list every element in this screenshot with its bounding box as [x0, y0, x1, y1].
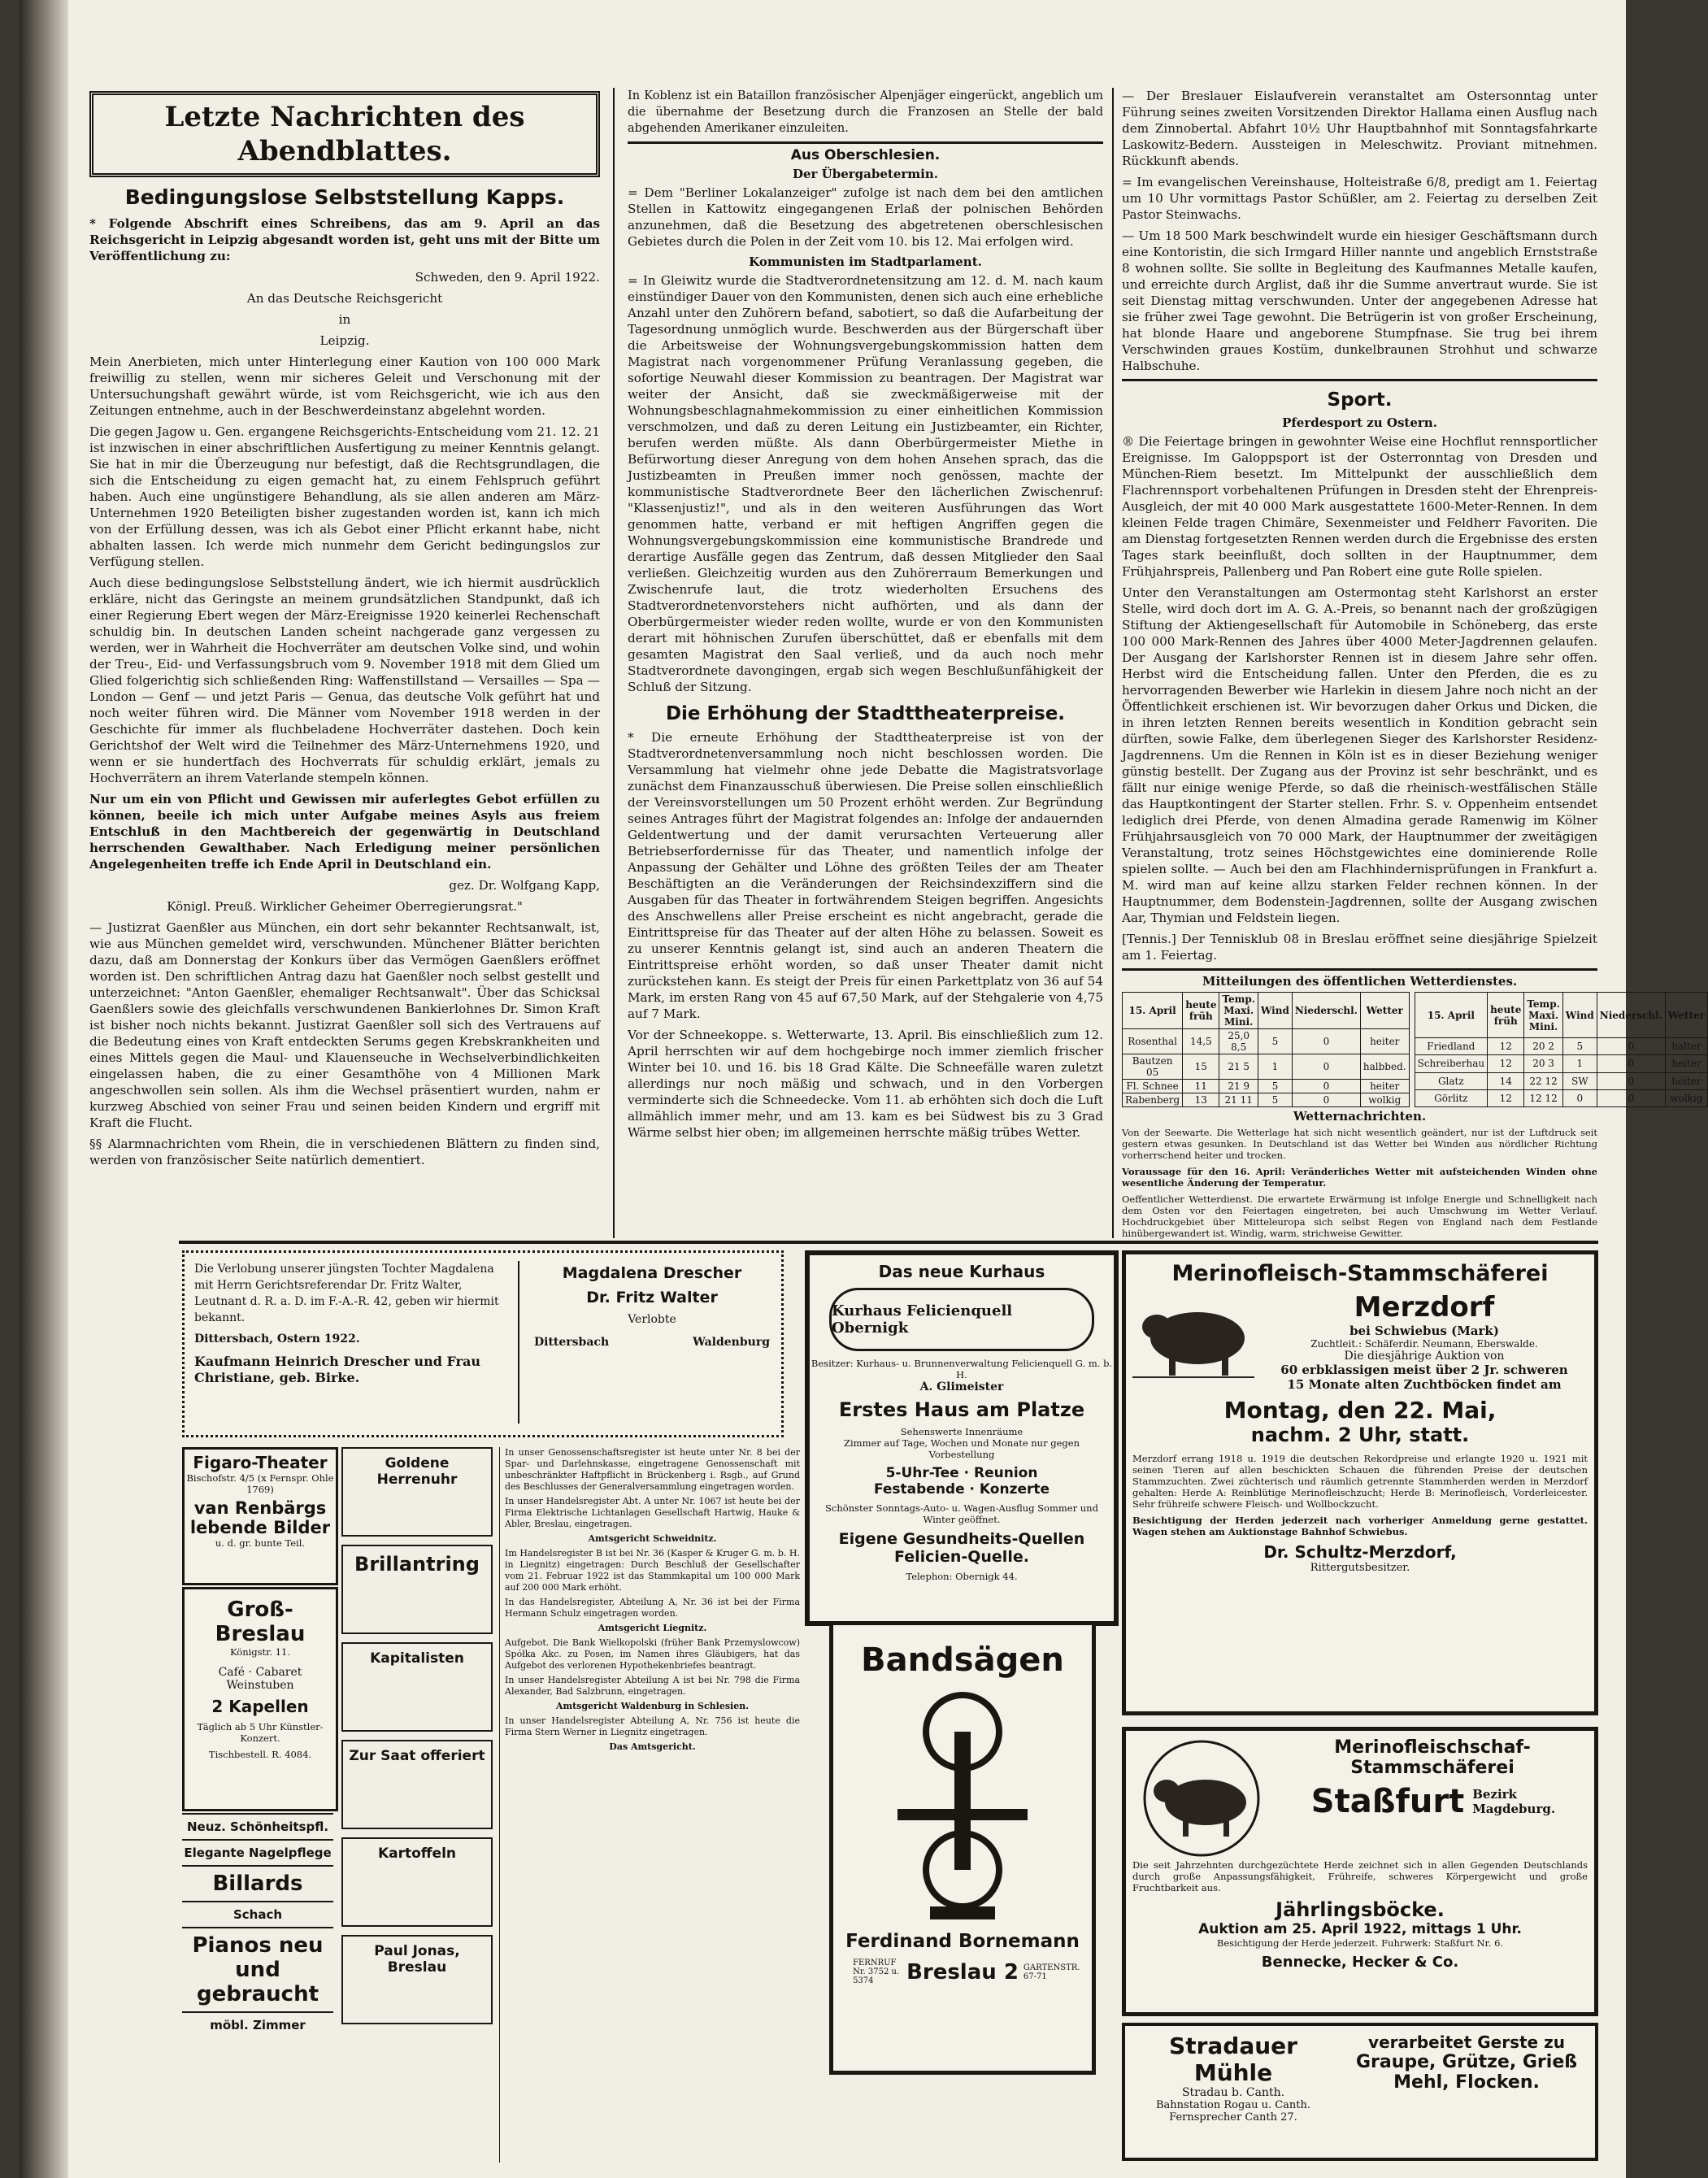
stassfurt-ad [1122, 1727, 1598, 2016]
small-ad: Schach [182, 1901, 333, 1927]
paragraph: = Im evangelischen Vereinshause, Holteistraße 6/8, predigt am 1. Feiertag um 10 Uhr vormittags Pastor Schüßler, am 2. Feiertag zu derselben Zeit Pastor Steinwachs. [1122, 175, 1597, 222]
engagement-ad [182, 1250, 784, 1437]
legal-notice: Im Handelsregister B ist bei Nr. 36 (Kasper & Kruger G. m. b. H. in Liegnitz) eingetragen: Durch Beschluß der Gesellschafter vom 21. Februar 1922 ist das Stammkapital um 100 000 Mark auf 200 000 Mark erhöht. [505, 1548, 800, 1593]
weather-row [1415, 1089, 1707, 1106]
weather-cell: 0 [1597, 1055, 1665, 1072]
paragraph: Die gegen Jagow u. Gen. ergangene Reichsgerichts-Entscheidung vom 21. 12. 21 ist inzwischen in einer abschriftlichen Ausfertigung zu meiner Kenntnis gelangt. Sie hat in mir die Überzeugung nur befestigt, daß die Rechtsgrundlagen, die sich die Entscheidung zu eigen gemacht hat, zu einem Fehlspruch geführt haben. Auch eine ungünstigere Behandlung, als sie allen anderen am März-Unternehmen 1920 Beteiligten bisher zugestanden worden ist, kann ich mich von der Erfüllung dessen, was ich als Gebot einer Pflicht erkannt habe, nicht abhalten lassen. Ich werde mich nunmehr dem Gericht bedingungslos zur Verfügung stellen. [89, 424, 600, 569]
weather-cell: wolkig [1360, 1093, 1409, 1107]
column-rule [1112, 88, 1114, 1238]
weather-table [1415, 992, 1708, 1107]
weather-cell: Fl. Schnee [1123, 1080, 1183, 1093]
weather-cell: 5 [1562, 1038, 1597, 1055]
section-rule [1122, 379, 1597, 381]
small-ad-title: Zur Saat offeriert [349, 1748, 485, 1764]
paragraph: Von der Seewarte. Die Wetterlage hat sich nicht wesentlich geändert, nur ist der Luftdruck seit gestern etwas gesunken. In Deutschland ist das Wetter bei Winden aus nördlicher Richtung vorherrschend heiter und trocken. [1122, 1127, 1597, 1161]
address-line: in [338, 312, 351, 327]
legal-notice: In das Handelsregister, Abteilung A, Nr. 36 ist bei der Firma Hermann Schulz eingetragen worden. [505, 1597, 800, 1619]
weather-header-cell: Niederschl. [1292, 993, 1360, 1029]
figaro-ad [182, 1447, 338, 1585]
merzdorf-line: Die diesjährige Auktion von [1344, 1350, 1505, 1363]
weather-cell: 21 5 [1219, 1054, 1258, 1080]
engagement-parents: Kaufmann Heinrich Drescher und Frau Christiane, geb. Birke. [194, 1354, 480, 1385]
weather-row [1415, 1072, 1707, 1089]
kurhaus-logo: Kurhaus Felicienquell Obernigk [829, 1288, 1094, 1351]
figaro-sub: u. d. gr. bunte Teil. [215, 1537, 306, 1549]
small-ads-left [182, 1813, 333, 2163]
weather-cell: heiter [1665, 1055, 1707, 1072]
small-ad [341, 1837, 493, 1927]
muehle-ad [1122, 2023, 1598, 2161]
kurhaus-line: 5-Uhr-Tee · Reunion [885, 1465, 1038, 1481]
weather-header-cell: 15. April [1415, 993, 1487, 1038]
column-rule [613, 88, 615, 1238]
stassfurt-firm: Bennecke, Hecker & Co. [1261, 1954, 1459, 1971]
merzdorf-location: bei Schwiebus (Mark) [1349, 1324, 1499, 1338]
paragraph: ® Die Feiertage bringen in gewohnter Weise eine Hochflut rennsportlicher Ereignisse. Im Galoppsport ist der Osterronntag von Dresden und München-Riem besetzt. Im Mittelpunkt der ausschließlich dem Flachrennsport vorbehaltenen Prüfungen in Dresden steht der Ehrenpreis-Ausgleich, der mit 40 000 Mark ausgestattete 1600-Meter-Rennen. In dem kleinen Felde tragen Chimäre, Sexenmeister und Feldherr Favoriten. Die am Dienstag fortgesetzten Rennen werden durch die Ergebnisse des ersten Tages stark beeinflußt, doch sollten in der Hauptnummer, dem Frühjahrspreis, Pallenberg und Pan Robert eine gute Rolle spielen. [1122, 434, 1597, 579]
grossbreslau-address: Königstr. 11. [229, 1646, 290, 1658]
legal-signature: Amtsgericht Schweidnitz. [588, 1533, 717, 1544]
subheading: Wetternachrichten. [1293, 1109, 1427, 1124]
status-label: Verlobte [628, 1313, 676, 1326]
section-title: Sport. [1327, 389, 1393, 411]
paragraph: Oeffentlicher Wetterdienst. Die erwartete Erwärmung ist infolge Energie und Schnelligkeit nach dem Osten vor den Feiertagen eingetreten, bei auch Umschwung im Wetter Verlauf. Hochdruckgebiet über Mitteleuropa sich selbst Regen von England nach dem Festlande hinübergewandert ist. Windig, warm, strichweise Gewitter. [1122, 1193, 1597, 1239]
paragraph: = In Gleiwitz wurde die Stadtverordnetensitzung am 12. d. M. nach kaum einstündiger Dauer von den Kommunisten, denen sich auch eine erhebliche Anzahl unter den Zuhörern befand, sabotiert, so daß die Aufarbeitung der Tagesordnung unmöglich wurde. Beschwerden aus der Bürgerschaft über die Arbeitsweise der Wohnungsvergebungskommission hatten dem Magistrat nach vorgenommener Prüfung Veranlassung gegeben, die sofortige Neuwahl dieser Kommission zu beantragen. Der Magistrat war weiter der Ansicht, daß sie zweckmäßigerweise mit der Wohnungsbeschlagnahmekommission zu einer einheitlichen Kommission verschmolzen, und daß zu deren Leitung ein Justizbeamter, ein Richter, berufen werden müßte. Als dann Oberbürgermeister Miethe in Befürwortung dieser Anregung von dem hohen Ansehen sprach, das die Justizbeamten in Preußen immer noch genössen, machte der kommunistische Stadtverordnete Beer den lächerlichen Zwischenruf: "Klassenjustiz!", und als in den weiteren Ausführungen das Wort genommen hatte, verband er mit heftigen Angriffen gegen die Wohnungsvergebungskommission eine kommunistische Brandrede und derartige Ausfälle gegen das Zentrum, daß dessen Mitglieder den Saal verließen. Gleichzeitig wurden aus den Zuhörerraum Bemerkungen und Zwischenrufe laut, die trotz wiederholten Ersuchens des Stadtverordnetenvorstehers nicht aufhörten, und als dann der Oberbürgermeister wieder reden wollte, wurde er von den Kommunisten derart mit höhnischen Zurufen überschüttet, daß er ebenfalls mit dem gesamten Magistrat den Saal verließ, und da auch noch mehr Stadtverordnete davongingen, ergab sich wegen Beschlußunfähigkeit der Schluß der Sitzung. [628, 273, 1103, 694]
weather-cell: heiter [1360, 1080, 1409, 1093]
stassfurt-auction: Jährlingsböcke. [1276, 1898, 1445, 1921]
paragraph: Voraussage für den 16. April: Veränderliches Wetter mit aufsteichenden Winden ohne wesentliche Änderung der Temperatur. [1122, 1166, 1597, 1189]
signature-title: Königl. Preuß. Wirklicher Geheimer Oberregierungsrat." [167, 899, 523, 914]
bandsaegen-ad [829, 1621, 1096, 2075]
kurhaus-line: Sehenswerte Innenräume [900, 1426, 1023, 1437]
paragraph: Mein Anerbieten, mich unter Hinterlegung einer Kaution von 100 000 Mark freiwillig zu stellen, wenn mir sicheres Geleit und Verschonung mit der Untersuchungshaft gewährt würde, ist vom Reichsgericht, wie ich aus den Zeitungen entnehme, auch in der Beschwerdeinstanz abgelehnt worden. [89, 354, 600, 418]
kurhaus-ad [805, 1250, 1119, 1626]
figaro-address: Bischofstr. 4/5 (x Fernspr. Ohle 1769) [186, 1472, 334, 1495]
stassfurt-name: Staßfurt [1310, 1783, 1465, 1820]
small-ad [341, 1642, 493, 1732]
legal-signature: Amtsgericht Liegnitz. [598, 1623, 707, 1633]
weather-cell: Rabenberg [1123, 1093, 1183, 1107]
weather-cell: Glatz [1415, 1072, 1487, 1089]
weather-cell: 0 [1292, 1054, 1360, 1080]
merzdorf-foot: Besichtigung der Herden jederzeit nach vorheriger Anmeldung gerne gestattet. Wagen stehen am Auktionstage Bahnhof Schwiebus. [1132, 1515, 1588, 1537]
figaro-show: van Renbärgs lebende Bilder [189, 1498, 331, 1537]
stassfurt-foot: Besichtigung der Herde jederzeit. Fuhrwerk: Staßfurt Nr. 6. [1216, 1937, 1504, 1949]
paragraph: Auch diese bedingungslose Selbststellung ändert, wie ich hiermit ausdrücklich erkläre, nicht das Geringste an meinem grundsätzlichen Standpunkt, daß ich einer Regierung Ebert wegen der März-Ereignisse 1920 keinerlei Rechenschaft schuldig bin. In deutschen Landen scheint nachgerade ganz vergessen zu werden, wer in Wahrheit die Hochverräter am deutschen Volke sind, und wohin der Treu-, Eid- und Verfassungsbruch vom 9. November 1918 mit dem Glied um Glied folgerichtig sich schließenden Ring: Waffenstillstand — Versailles — Spa — London — Genf — und jetzt Paris — Genua, das deutsche Volk geführt hat und noch weiter führen wird. Die Männer vom November 1918 werden in der Geschichte für immer als fluchbeladene Hochverräter dastehen. Doch kein Gerichtshof der Welt wird die Teilnehmer des März-Unternehmens 1920, und wenn er sie hundertfach des Hochverrats für schuldig erklärt, jemals zu Hochverrätern an ihrem Vaterlande stempeln können. [89, 576, 600, 785]
merzdorf-signature: Dr. Schultz-Merzdorf, [1263, 1542, 1457, 1562]
muehle-phone: Fernsprecher Canth 27. [1169, 2111, 1297, 2124]
groom-name: Dr. Fritz Walter [586, 1289, 718, 1306]
grossbreslau-line: Weinstuben [226, 1679, 294, 1692]
weather-header-cell: Wetter [1360, 993, 1409, 1029]
bandsaegen-firm: Ferdinand Bornemann [845, 1931, 1080, 1952]
paragraph: * Die erneute Erhöhung der Stadttheaterpreise ist von der Stadtverordnetenversammlung noch nicht beschlossen worden. Die Versammlung hat vielmehr ohne jede Debatte die Magistratsvorlage zunächst dem Finanzausschuß überwiesen. Die Preise sollen einschließlich der Vereinsvorstellungen um 50 Prozent erhöht werden. Zur Begründung seines Antrages führt der Magistrat folgendes an: Infolge der andauernden Geldentwertung und der damit verursachten Verteuerung aller Betriebserfordernisse für das Theater, und namentlich infolge der Anpassung der Gehälter und Löhne des größten Teiles der am Theater Beschäftigten an die Veränderungen der Reichsindexziffern sind die Ausgaben für das Theater in fortwährendem Steigen begriffen. Angesichts des Anschwellens aller Preise erscheint es nicht angebracht, gerade die Eintrittspreise für das Theater auf der alten Höhe zu belassen. Soweit es zu unserer Kenntnis gelangt ist, sind auch an anderen Theatern die Eintrittspreise erhöht worden, so daß unser Theater damit nicht zurückstehen kann. Es steigt der Preis für einen Parkettplatz von 36 auf 54 Mark, im ersten Rang von 45 auf 67,50 Mark, auf der Stehgalerie von 4,75 auf 7 Mark. [628, 730, 1103, 1021]
weather-cell: 0 [1597, 1038, 1665, 1055]
legal-notice: In unser Genossenschaftsregister ist heute unter Nr. 8 bei der Spar- und Darlehnskasse, eingetragene Genossenschaft mit unbeschränkter Haftpflicht in Brückenberg i. Rsgb., auf Grund des Beschlusses der Generalversammlung eingetragen worden. [505, 1447, 800, 1492]
merzdorf-ad [1122, 1250, 1598, 1715]
banner-title: Letzte Nachrichten des Abendblattes. [164, 101, 525, 167]
stassfurt-region: Bezirk Magdeburg. [1472, 1787, 1556, 1816]
ads-divider [179, 1241, 1598, 1244]
small-ads-middle [341, 1447, 493, 2163]
kurhaus-line: Festabende · Konzerte [873, 1481, 1050, 1498]
column-right [1122, 88, 1705, 1239]
legal-signature: Das Amtsgericht. [609, 1741, 696, 1752]
muehle-line: Mehl, Flocken. [1393, 2072, 1540, 2093]
legal-signature: Amtsgericht Waldenburg in Schlesien. [555, 1701, 750, 1711]
kurhaus-line: Schönster Sonntags-Auto- u. Wagen-Ausflug Sommer und Winter geöffnet. [825, 1502, 1098, 1525]
bride-name: Magdalena Drescher [562, 1264, 742, 1282]
figaro-title: Figaro-Theater [193, 1453, 328, 1472]
weather-cell: 21 11 [1219, 1093, 1258, 1107]
weather-cell: 0 [1292, 1093, 1360, 1107]
kurhaus-top: Das neue Kurhaus [878, 1262, 1045, 1281]
weather-cell: 5 [1258, 1080, 1292, 1093]
kurhaus-owner: Besitzer: Kurhaus- u. Brunnenverwaltung Felicienquell G. m. b. H. [811, 1358, 1113, 1380]
location: Dittersbach [534, 1336, 610, 1349]
bandsaegen-address: GARTENSTR. 67-71 [1023, 1963, 1080, 1981]
subheading: Pferdesport zu Ostern. [1282, 415, 1437, 430]
weather-header-cell: Temp. Maxi. Mini. [1524, 993, 1562, 1038]
paragraph: In Koblenz ist ein Bataillon französischer Alpenjäger eingerückt, angeblich um die übernahme der Besetzung durch die Franzosen an Stelle der bald abgehenden Amerikaner einzuleiten. [628, 89, 1103, 135]
weather-row [1123, 1080, 1410, 1093]
engagement-place: Dittersbach, Ostern 1922. [194, 1332, 360, 1345]
small-ad-title: Kapitalisten [370, 1650, 464, 1667]
muehle-station: Bahnstation Rogau u. Canth. [1155, 2099, 1311, 2111]
small-ad-title: Paul Jonas, Breslau [374, 1943, 460, 1976]
weather-cell: 22 12 [1524, 1072, 1562, 1089]
muehle-line: verarbeitet Gerste zu [1368, 2032, 1565, 2052]
weather-header-cell: Wind [1258, 993, 1292, 1029]
kurhaus-line: Zimmer auf Tage, Wochen und Monate nur gegen Vorbestellung [844, 1437, 1080, 1460]
legal-notice: Aufgebot. Die Bank Wielkopolski (früher Bank Przemyslowcow) Spółka Akc. zu Posen, im Namen ihres Gläubigers, hat das Aufgebot des verlorenen Hypothekenbriefes beantragt. [505, 1637, 800, 1671]
dateline: Schweden, den 9. April 1922. [415, 270, 600, 285]
newspaper-page [20, 0, 1705, 2178]
weather-cell: 11 [1183, 1080, 1219, 1093]
section-rule [628, 141, 1103, 144]
weather-header-cell: Wetter [1665, 993, 1707, 1038]
small-ad [341, 1545, 493, 1634]
weather-cell: 0 [1292, 1080, 1360, 1093]
small-ad: möbl. Zimmer [182, 2011, 333, 2037]
merzdorf-title: Merinofleisch-Stammschäferei [1171, 1261, 1549, 1286]
grossbreslau-line: 2 Kapellen [211, 1697, 309, 1716]
address-line: Leipzig. [319, 333, 370, 348]
weather-header-cell: heute früh [1183, 993, 1219, 1029]
kurhaus-phone: Telephon: Obernigk 44. [906, 1571, 1018, 1582]
paragraph: = Dem "Berliner Lokalanzeiger" zufolge ist nach dem bei den amtlichen Stellen in Kattowitz eingegangenen Erlaß der polnischen Behörden anzunehmen, daß die Besetzung des abgetretenen oberschlesischen Gebietes durch die Polen in der Zeit vom 10. bis 12. Mai erfolgen wird. [628, 185, 1103, 249]
subheading: Kommunisten im Stadtparlament. [749, 254, 982, 269]
weather-cell: Friedland [1415, 1038, 1487, 1055]
weather-cell: 0 [1597, 1072, 1665, 1089]
article-title: Die Erhöhung der Stadttheaterpreise. [665, 703, 1066, 724]
weather-row [1123, 1093, 1410, 1107]
weather-header-cell: 15. April [1123, 993, 1183, 1029]
small-ad [341, 1447, 493, 1537]
bandsaegen-title: Bandsägen [861, 1641, 1064, 1679]
paragraph: Vor der Schneekoppe. s. Wetterwarte, 13. April. Bis einschließlich zum 12. April herrschten wir auf dem hochgebirge noch immer ziemlich frischer Winter bei 10. und 16. bis 18 Grad Kälte. Die Schneefälle waren zuletzt allerdings nur noch mäßig und schwach, und in den Vorbergen verminderte sich die Schneedecke. Vom 11. ab erhöhten sich doch die Luft allmählich immer mehr, und am 13. kam es bei Südwest bis zu 3 Grad Wärme selbst hier oben; im allgemeinen herrschte mäßig trübes Wetter. [628, 1028, 1103, 1140]
weather-row [1123, 1054, 1410, 1080]
weather-cell: 12 [1488, 1055, 1524, 1072]
weather-cell: Rosenthal [1123, 1029, 1183, 1054]
merzdorf-body: Merzdorf errang 1918 u. 1919 die deutschen Rekordpreise und erlangte 1920 u. 1921 mit seinen Tieren auf allen beschickten Schauen die führenden Preise der deutschen Stammzuchten. Zwei züchterisch und räumlich getrennte Stammherden werden in Merzdorf gehalten: Herde A: Reinblütige Merinofleischzucht; Herde B: Merinofleisch, Vorderleicester. Sehr frühreife schwere Fleisch- und Wollbockzucht. [1132, 1453, 1588, 1510]
ad-divider [518, 1261, 519, 1424]
merzdorf-owners: Zuchtleit.: Schäferdir. Neumann, Eberswalde. [1310, 1338, 1538, 1350]
ram-icon [1132, 1737, 1271, 1859]
legal-notices [499, 1447, 800, 2163]
article-title: Bedingungslose Selbststellung Kapps. [124, 185, 565, 209]
bandsaw-icon [865, 1687, 1060, 1923]
weather-cell: halter [1665, 1038, 1707, 1055]
weather-table [1122, 992, 1410, 1107]
weather-cell: 14,5 [1183, 1029, 1219, 1054]
weather-cell: SW [1562, 1072, 1597, 1089]
paragraph: — Der Breslauer Eislaufverein veranstaltet am Ostersonntag unter Führung seines zweiten Vorsitzenden Direktor Hallama einen Ausflug nach dem Zinnobertal. Abfahrt 10½ Uhr Hauptbahnhof mit Sonntagsfahrkarte Laskowitz-Bedern. Aussteigen in Meleschwitz. Proviant mitnehmen. Rückkunft abends. [1122, 89, 1597, 168]
stassfurt-title: Merinofleischschaf-Stammschäferei [1334, 1737, 1531, 1778]
signature: gez. Dr. Wolfgang Kapp, [449, 878, 600, 893]
bandsaegen-phone: FERNRUF Nr. 3752 u. 5374 [853, 1958, 900, 1985]
weather-cell: 25,0 8,5 [1219, 1029, 1258, 1054]
merzdorf-time: nachm. 2 Uhr, statt. [1250, 1424, 1470, 1446]
bandsaegen-city: Breslau 2 [906, 1959, 1019, 1985]
kurhaus-manager: A. Glimeister [919, 1380, 1004, 1393]
weather-cell: 1 [1562, 1055, 1597, 1072]
weather-cell: 5 [1258, 1029, 1292, 1054]
paragraph: Unter den Veranstaltungen am Ostermontag steht Karlshorst an erster Stelle, wird doch dort im A. G. A.-Preis, so benannt nach der großzügigen Stiftung der Aktiengesellschaft für Automobile in Schöneberg, das erste 100 000 Mark-Rennen des Jahres über 4000 Meter-Jagdrennen gelaufen. Der Ausgang der Karlshorster Rennen ist in diesem Jahre sehr offen. Herbst wird die Entscheidung fallen. Unter den Pferden, die es zu hervorragenden Bewerber wie Harlekin in diesem Jahre noch nicht an der Öffentlichkeit erschienen ist. Wir bevorzugen daher Orkus und Dicken, die in ihren letzten Rennen bereits wesentlich in Kondition gebracht sein dürften, sowie Falke, dem überlegenen Sieger des Karlshorster Residenz-Jagdrennens. Um die Rennen in Köln ist es in dieser Beziehung weniger günstig bestellt. Der Zugang aus der Provinz ist sehr beschränkt, und es fällt nur einige wenige Pferde, so daß die rheinisch-westfälischen Ställe das Hauptkontingent der Starter stellen. Frhr. S. v. Oppenheim entsendet lediglich drei Pferde, von denen Almadina gerade Ramenwig im Kölner Frühjahrsausgleich von 70 000 Mark, der Hauptnummer der zweitägigen Veranstaltung, trotz seines Höchstgewichtes eine dominierende Rolle spielen sollte. — Auch bei den am Flachhindernisprüfungen in Frankfurt a. M. wird man auf keine allzu starken Felder rechnen können. In der Hauptnummer, dem Bodenstein-Jagdrennen, sollte der Ausgang zwischen Aar, Thymian und Feldstein liegen. [1122, 585, 1597, 925]
article-lead: * Folgende Abschrift eines Schreibens, das am 9. April an das Reichsgericht in Leipzig abgesandt worden ist, geht uns mit der Bitte um Veröffentlichung zu: [89, 216, 600, 263]
weather-cell: Schreiberhau [1415, 1055, 1487, 1072]
weather-header-cell: Niederschl. [1597, 993, 1665, 1038]
weather-cell: 0 [1597, 1089, 1665, 1106]
legal-notice: In unser Handelsregister Abt. A unter Nr. 1067 ist heute bei der Firma Elektrische Lichtanlagen Gesellschaft Hartwig, Hauke & Abler, Breslau, eingetragen. [505, 1496, 800, 1529]
weather-cell: wolkig [1665, 1089, 1707, 1106]
subheading: Der Übergabetermin. [792, 167, 938, 181]
address-line: An das Deutsche Reichsgericht [246, 291, 443, 306]
merzdorf-date: Montag, den 22. Mai, [1223, 1397, 1497, 1424]
muehle-line: Graupe, Grütze, Grieß [1355, 2052, 1578, 2072]
small-ad [341, 1740, 493, 1829]
weather-cell: 0 [1562, 1089, 1597, 1106]
banner-box [89, 91, 600, 177]
paragraph: — Justizrat Gaenßler aus München, ein dort sehr bekannter Rechtsanwalt, ist, wie aus München gemeldet wird, verschwunden. Münchener Blätter berichten dazu, daß am Donnerstag der Konkurs über das Vermögen Gaenßlers eröffnet worden ist. Den schriftlichen Antrag dazu hat Gaenßler noch selbst gestellt und unterzeichnet: "Anton Gaenßler, ehemaliger Rechtsanwalt". Über das Schicksal Gaenßlers sowie des gleichfalls verschwundenen Bankierlohnes Dr. Simon Kraft ist bisher noch nichts bekannt. Justizrat Gaenßler soll sich des Vertrauens auf die Bedeutung eines von Kraft entdeckten Serums gegen Krebskrankheiten und eines Mittels gegen die Maul- und Klauenseuche in Wechselverbindlichkeiten eingelassen haben, die zu einer Gesamthöhe von 4 Millionen Mark angeschwollen sein sollen. Als ihm die Wechsel präsentiert wurden, nahm er kurzweg Abschied von seiner Frau und seinen beiden Kindern und ergriff mit Kraft die Flucht. [89, 920, 600, 1130]
grossbreslau-line: Täglich ab 5 Uhr Künstler-Konzert. [197, 1721, 324, 1744]
weather-cell: 14 [1488, 1072, 1524, 1089]
weather-cell: 12 [1488, 1089, 1524, 1106]
weather-cell: 15 [1183, 1054, 1219, 1080]
paragraph: Nur um ein von Pflicht und Gewissen mir auferlegtes Gebot erfüllen zu können, beeile ich mich unter Aufgabe meines Asyls aus freiem Entschluß in den Machtbereich der gegenwärtig in Deutschland herrschenden Gewalthaber. Nach Erledigung meiner persönlichen Angelegenheiten treffe ich Ende April in Deutschland ein. [89, 792, 600, 872]
small-ad-title: Brillantring [354, 1553, 480, 1576]
merzdorf-line: 60 erbklassigen meist über 2 Jr. schweren [1280, 1363, 1568, 1377]
grossbreslau-ad [182, 1587, 338, 1811]
grossbreslau-line: Tischbestell. R. 4084. [208, 1749, 312, 1760]
weather-header-cell: heute früh [1488, 993, 1524, 1038]
small-ad: Elegante Nagelpflege [182, 1839, 333, 1865]
legal-notice: In unser Handelsregister Abteilung A, Nr. 756 ist heute die Firma Stern Werner in Liegnitz eingetragen. [505, 1715, 800, 1737]
weather-cell: 0 [1292, 1029, 1360, 1054]
engagement-text: Die Verlobung unserer jüngsten Tochter Magdalena mit Herrn Gerichtsreferendar Dr. Fritz Walter, Leutnant d. R. a. D. im F.-A.-R. 42, geben wir hiermit bekannt. [194, 1263, 499, 1324]
stassfurt-body: Die seit Jahrzehnten durchgezüchtete Herde zeichnet sich in allen Gegenden Deutschlands durch große Anpassungsfähigkeit, Frühreife, schweres Körpergewicht und große Fruchtbarkeit aus. [1132, 1859, 1588, 1893]
weather-cell: 20 3 [1524, 1055, 1562, 1072]
muehle-location: Stradau b. Canth. [1181, 2086, 1285, 2099]
weather-tables [1122, 992, 1705, 1107]
small-ad: Neuz. Schönheitspfl. [182, 1813, 333, 1839]
weather-cell: 21 9 [1219, 1080, 1258, 1093]
weather-cell: halbbed. [1360, 1054, 1409, 1080]
weather-cell: heiter [1665, 1072, 1707, 1089]
weather-cell: 12 [1488, 1038, 1524, 1055]
column-left [89, 91, 600, 1237]
weather-cell: 1 [1258, 1054, 1292, 1080]
small-ad: Pianos neu und gebraucht [182, 1927, 333, 2011]
kurhaus-line: Eigene Gesundheits-Quellen Felicien-Quelle. [838, 1530, 1085, 1566]
small-ad-title: Goldene Herrenuhr [376, 1455, 458, 1488]
weather-cell: 12 12 [1524, 1089, 1562, 1106]
kurhaus-headline: Erstes Haus am Platze [838, 1398, 1085, 1421]
grossbreslau-line: Café · Cabaret [218, 1666, 302, 1679]
grossbreslau-name: Groß-Breslau [215, 1598, 306, 1646]
stassfurt-auction-date: Auktion am 25. April 1922, mittags 1 Uhr. [1198, 1921, 1522, 1937]
small-ad-title: Kartoffeln [377, 1845, 457, 1862]
weather-cell: heiter [1360, 1029, 1409, 1054]
section-title: Aus Oberschlesien. [790, 147, 941, 163]
weather-header-cell: Temp. Maxi. Mini. [1219, 993, 1258, 1029]
section-rule [1122, 968, 1597, 971]
small-ad [341, 1935, 493, 2024]
weather-cell: 13 [1183, 1093, 1219, 1107]
paragraph: §§ Alarmnachrichten vom Rhein, die in verschiedenen Blättern zu finden sind, werden von französischer Seite natürlich dementiert. [89, 1137, 600, 1167]
weather-row [1415, 1038, 1707, 1055]
column-middle [628, 88, 1103, 1238]
weather-cell: Bautzen 05 [1123, 1054, 1183, 1080]
sheep-icon [1132, 1291, 1254, 1380]
weather-cell: 5 [1258, 1093, 1292, 1107]
merzdorf-signature-title: Rittergutsbesitzer. [1310, 1562, 1410, 1574]
paragraph: — Um 18 500 Mark beschwindelt wurde ein hiesiger Geschäftsmann durch eine Kontoristin, die sich Irmgard Hiller nannte und angeblich Ernststraße 8 wohnen sollte. Sie sollte in Begleitung des Kaufmannes Metalle kaufen, und erreichte durch Arglist, daß ihr die Summe anvertraut wurde. Sie ist seit Dienstag mittag verschwunden. Unter der angegebenen Adresse hat sie früher zwei Tage gewohnt. Die Betrügerin ist von großer Erscheinung, hat blonde Haare und angeborene Stumpfnase. Sie trug bei ihrem Verschwinden graues Kostüm, dunkelbraunen Strohhut und schwarze Halbschuhe. [1122, 228, 1597, 373]
weather-title: Mitteilungen des öffentlichen Wetterdienstes. [1202, 974, 1518, 989]
muehle-name: Stradauer Mühle [1169, 2032, 1297, 2086]
weather-cell: Görlitz [1415, 1089, 1487, 1106]
weather-row [1123, 1029, 1410, 1054]
binding-gutter [20, 0, 68, 2178]
location: Waldenburg [693, 1336, 770, 1349]
weather-cell: 20 2 [1524, 1038, 1562, 1055]
weather-row [1415, 1055, 1707, 1072]
legal-notice: In unser Handelsregister Abteilung A ist bei Nr. 798 die Firma Alexander, Bad Salzbrunn, eingetragen. [505, 1675, 800, 1697]
merzdorf-name: Merzdorf [1354, 1291, 1495, 1324]
weather-header-cell: Wind [1562, 993, 1597, 1038]
merzdorf-line: 15 Monate alten Zuchtböcken findet am [1287, 1377, 1562, 1392]
paragraph: [Tennis.] Der Tennisklub 08 in Breslau eröffnet seine diesjährige Spielzeit am 1. Feiertag. [1122, 932, 1597, 963]
small-ad: Billards [182, 1865, 333, 1901]
